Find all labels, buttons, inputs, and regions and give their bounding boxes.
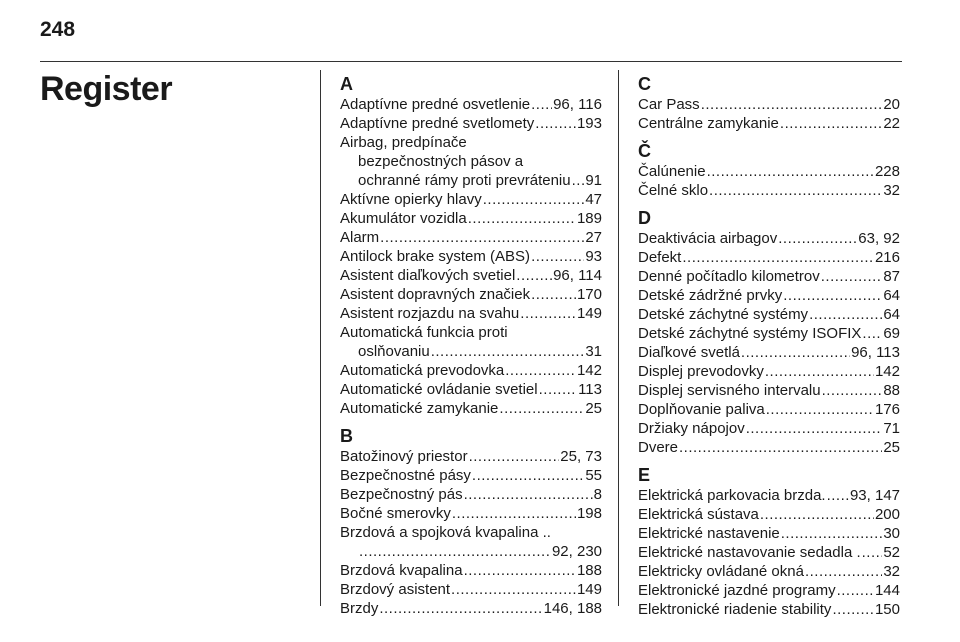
entry-page: 87 (883, 268, 900, 285)
entry-page: 91 (585, 172, 602, 189)
index-entry (340, 190, 602, 209)
dot-leader (781, 524, 883, 543)
entry-title: Detské záchytné systémy ISOFIX (638, 325, 862, 342)
entry-title: Automatická funkcia proti (340, 324, 508, 341)
entry-page: 188 (576, 562, 602, 579)
entry-title: Automatické ovládanie svetiel (340, 381, 538, 398)
index-group-a (340, 74, 602, 418)
index-entry (638, 267, 900, 286)
entry-title: Adaptívne predné osvetlenie (340, 96, 531, 113)
entry-title: Displej prevodovky (638, 363, 764, 380)
entry-page: 228 (874, 163, 900, 180)
index-entry (638, 324, 900, 343)
entry-title: Automatické zamykanie (340, 400, 499, 417)
entry-title: Asistent diaľkových svetiel (340, 267, 516, 284)
index-group-č (638, 141, 900, 200)
entry-page: 93, 147 (849, 487, 900, 504)
entry-title: Doplňovanie paliva (638, 401, 765, 418)
dot-leader (837, 581, 874, 600)
entry-page: 96, 113 (851, 344, 900, 361)
entry-title: Alarm (340, 229, 380, 246)
index-entry (638, 114, 900, 133)
entry-title: Antilock brake system (ABS) (340, 248, 531, 265)
index-column-1 (340, 74, 602, 618)
header-rule (40, 61, 902, 62)
entry-page: 142 (576, 362, 602, 379)
entry-title: Brzdy (340, 600, 379, 617)
dot-leader (499, 399, 584, 418)
index-entry (340, 399, 602, 418)
entry-page: 25, 73 (560, 448, 602, 465)
entry-title: Aktívne opierky hlavy (340, 191, 482, 208)
entry-title: Elektricky ovládané okná (638, 563, 804, 580)
dot-leader (862, 543, 883, 562)
entry-page: 88 (883, 382, 900, 399)
dot-leader (572, 171, 585, 190)
index-entry (638, 400, 900, 419)
entry-page: 93 (585, 248, 602, 265)
entry-page: 200 (874, 506, 900, 523)
index-entry (638, 543, 900, 562)
index-entry (638, 343, 900, 362)
index-letter-heading: D (638, 208, 651, 228)
index-entry (638, 362, 900, 381)
entry-page: 63, 92 (858, 230, 900, 247)
entry-page: 170 (576, 286, 602, 303)
entry-title: Detské záchytné systémy (638, 306, 809, 323)
entry-page: 30 (883, 525, 900, 542)
index-entry (340, 304, 602, 323)
entry-title: Displej servisného intervalu (638, 382, 821, 399)
index-entry (340, 561, 602, 580)
index-letter-heading: E (638, 465, 651, 485)
dot-leader (778, 229, 857, 248)
index-entry (638, 524, 900, 543)
index-entry (340, 466, 602, 485)
entry-title: Bezpečnostný pás (340, 486, 463, 503)
entry-title: Elektrická sústava (638, 506, 759, 523)
index-entry (340, 504, 602, 523)
dot-leader (535, 114, 576, 133)
index-entry (340, 542, 602, 561)
index-entry-text (340, 323, 602, 342)
dot-leader (805, 562, 882, 581)
entry-page: 22 (883, 115, 900, 132)
section-title: Register (40, 70, 173, 108)
entry-title: Elektrické nastavovanie sedadla . (638, 544, 861, 561)
entry-title: Brzdový asistent (340, 581, 451, 598)
entry-title: Čalúnenie (638, 163, 706, 180)
entry-page: 64 (883, 287, 900, 304)
entry-title: Detské zádržné prvky (638, 287, 783, 304)
dot-leader (765, 362, 874, 381)
entry-page: 189 (576, 210, 602, 227)
dot-leader (464, 561, 576, 580)
entry-page: 216 (874, 249, 900, 266)
entry-page: 55 (585, 467, 602, 484)
dot-leader (862, 324, 882, 343)
entry-page: 25 (585, 400, 602, 417)
entry-title: Držiaky nápojov (638, 420, 745, 437)
entry-title: Asistent rozjazdu na svahu (340, 305, 520, 322)
dot-leader (821, 267, 883, 286)
index-entry (638, 486, 900, 505)
index-entry (638, 505, 900, 524)
entry-title: Elektrické nastavenie (638, 525, 780, 542)
entry-page: 113 (578, 381, 602, 398)
entry-title: Bezpečnostné pásy (340, 467, 471, 484)
entry-page: 198 (576, 505, 602, 522)
dot-leader (431, 342, 585, 361)
index-group-e (638, 465, 900, 619)
entry-page: 71 (883, 420, 900, 437)
index-letter-heading: Č (638, 141, 651, 161)
entry-title: Brzdová kvapalina (340, 562, 463, 579)
entry-title: Deaktivácia airbagov (638, 230, 778, 247)
index-entry (638, 229, 900, 248)
entry-continuation: oslňovaniu (358, 343, 430, 360)
entry-title: Airbag, predpínače (340, 134, 467, 151)
dot-leader (679, 438, 882, 457)
entry-page: 25 (883, 439, 900, 456)
entry-page: 144 (874, 582, 900, 599)
index-group-c (638, 74, 900, 133)
dot-leader (701, 95, 883, 114)
entry-page: 27 (585, 229, 602, 246)
dot-leader (682, 248, 874, 267)
entry-page: 8 (593, 486, 602, 503)
entry-page: 150 (874, 601, 900, 618)
index-entry (638, 305, 900, 324)
entry-page: 32 (883, 563, 900, 580)
dot-leader (359, 542, 551, 561)
entry-page: 31 (585, 343, 602, 360)
entry-page: 20 (883, 96, 900, 113)
dot-leader (780, 114, 882, 133)
dot-leader (380, 228, 584, 247)
dot-leader (709, 181, 882, 200)
page-number: 248 (40, 18, 76, 41)
index-entry (638, 581, 900, 600)
index-entry (340, 599, 602, 618)
dot-leader (464, 485, 593, 504)
index-entry-text (340, 523, 602, 542)
entry-page: 32 (883, 182, 900, 199)
dot-leader (707, 162, 874, 181)
index-entry (340, 171, 602, 190)
entry-title: Akumulátor vozidla (340, 210, 467, 227)
dot-leader (539, 380, 577, 399)
entry-title: Bočné smerovky (340, 505, 451, 522)
index-entry (340, 580, 602, 599)
index-entry-text (340, 133, 602, 152)
entry-title: Asistent dopravných značiek (340, 286, 531, 303)
index-entry (638, 162, 900, 181)
index-entry (638, 286, 900, 305)
index-entry (340, 114, 602, 133)
entry-continuation: bezpečnostných pásov a (358, 153, 524, 170)
dot-leader (451, 580, 576, 599)
index-entry (340, 285, 602, 304)
dot-leader (520, 304, 576, 323)
index-entry (638, 562, 900, 581)
index-entry (340, 209, 602, 228)
dot-leader (832, 600, 874, 619)
entry-page: 149 (576, 581, 602, 598)
dot-leader (531, 247, 584, 266)
dot-leader (483, 190, 585, 209)
index-entry (340, 95, 602, 114)
index-entry (638, 95, 900, 114)
index-entry (340, 380, 602, 399)
dot-leader (809, 305, 882, 324)
index-column-2 (638, 74, 900, 619)
index-entry (340, 361, 602, 380)
entry-page: 47 (585, 191, 602, 208)
dot-leader (469, 447, 560, 466)
entry-page: 92, 230 (551, 543, 602, 560)
entry-page: 52 (883, 544, 900, 561)
index-entry (638, 600, 900, 619)
index-letter-heading: A (340, 74, 353, 94)
entry-title: Elektrická parkovacia brzda. (638, 487, 826, 504)
index-entry (638, 438, 900, 457)
dot-leader (827, 486, 849, 505)
dot-leader (760, 505, 874, 524)
entry-title: Batožinový priestor (340, 448, 468, 465)
dot-leader (379, 599, 542, 618)
entry-title: Defekt (638, 249, 682, 266)
dot-leader (746, 419, 883, 438)
entry-title: Centrálne zamykanie (638, 115, 779, 132)
entry-page: 142 (874, 363, 900, 380)
entry-page: 64 (883, 306, 900, 323)
entry-title: Čelné sklo (638, 182, 709, 199)
entry-title: Automatická prevodovka (340, 362, 505, 379)
column-divider-1 (320, 70, 321, 606)
entry-title: Elektronické riadenie stability (638, 601, 832, 618)
dot-leader (472, 466, 584, 485)
dot-leader (822, 381, 883, 400)
entry-title: Adaptívne predné svetlomety (340, 115, 535, 132)
dot-leader (741, 343, 850, 362)
index-entry (638, 248, 900, 267)
dot-leader (766, 400, 874, 419)
dot-leader (505, 361, 576, 380)
dot-leader (468, 209, 576, 228)
entry-page: 69 (883, 325, 900, 342)
index-entry (340, 485, 602, 504)
entry-title: Denné počítadlo kilometrov (638, 268, 820, 285)
index-entry (340, 266, 602, 285)
dot-leader (452, 504, 576, 523)
entry-title: Dvere (638, 439, 679, 456)
entry-page: 176 (874, 401, 900, 418)
index-entry (638, 381, 900, 400)
entry-title: Elektronické jazdné programy (638, 582, 836, 599)
entry-page: 96, 116 (553, 96, 602, 113)
index-group-b (340, 426, 602, 618)
entry-continuation: ochranné rámy proti prevráteniu (358, 172, 571, 189)
index-letter-heading: C (638, 74, 651, 94)
dot-leader (783, 286, 882, 305)
entry-page: 193 (576, 115, 602, 132)
index-entry (638, 419, 900, 438)
entry-title: Diaľkové svetlá (638, 344, 740, 361)
index-entry (340, 447, 602, 466)
dot-leader (516, 266, 552, 285)
index-group-d (638, 208, 900, 457)
column-divider-2 (618, 70, 619, 606)
entry-page: 146, 188 (543, 600, 602, 617)
index-entry (340, 247, 602, 266)
index-entry (340, 342, 602, 361)
index-letter-heading: B (340, 426, 353, 446)
entry-title: Brzdová a spojková kvapalina .. (340, 524, 551, 541)
index-entry (340, 228, 602, 247)
dot-leader (531, 285, 576, 304)
entry-page: 96, 114 (553, 267, 602, 284)
index-entry (638, 181, 900, 200)
dot-leader (531, 95, 552, 114)
entry-page: 149 (576, 305, 602, 322)
entry-title: Car Pass (638, 96, 700, 113)
